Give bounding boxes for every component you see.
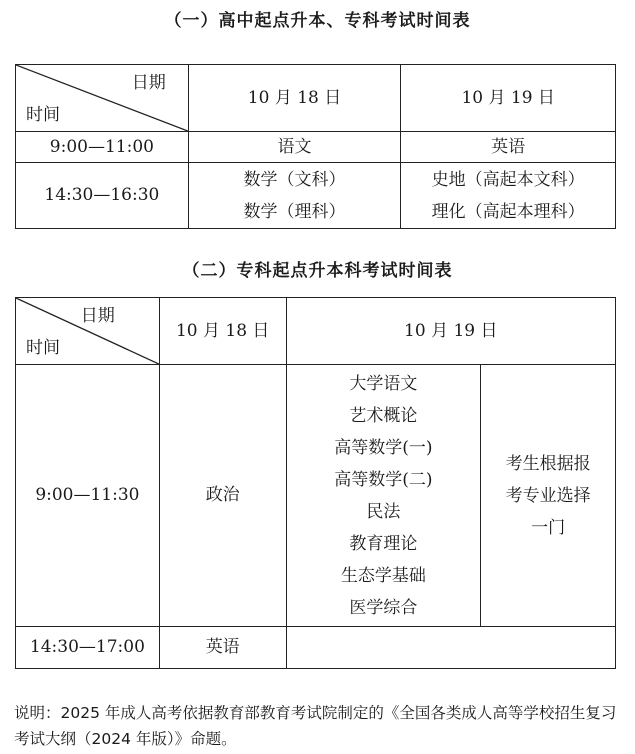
note-line-2: 考专业选择: [505, 485, 591, 506]
table1-row2-day1: [188, 163, 401, 229]
table1-title: （一）高中起点升本、专科考试时间表: [164, 11, 471, 31]
table1-row1-time: 9:00—11:00: [16, 132, 189, 163]
subject-physics-chem: 理化（高起本理科）: [431, 201, 585, 222]
table2-row2-day2-empty: [286, 627, 615, 669]
table1-row2-day2: [401, 163, 616, 229]
table2-title: （二）专科起点升本科考试时间表: [182, 261, 453, 281]
subject-math-arts: 数学（文科）: [243, 169, 346, 190]
subject-ecology: 生态学基础: [340, 565, 426, 586]
table1-row1-day2: 英语: [401, 132, 616, 163]
table2: [15, 297, 616, 669]
table1-day1-header: 10 月 18 日: [188, 65, 401, 132]
subject-college-chinese: 大学语文: [349, 373, 418, 394]
table2-day1-header: 10 月 18 日: [159, 298, 286, 365]
table2-row1-day1: 政治: [159, 365, 286, 627]
subject-math-science: 数学（理科）: [243, 201, 346, 222]
table2-row1-time: 9:00—11:30: [16, 365, 160, 627]
table2-row1-day2-subjects: [286, 365, 481, 627]
table1-date-label: 日期: [131, 73, 166, 93]
table2-corner-cell: [16, 298, 160, 365]
table1-row1-day1: 语文: [188, 132, 401, 163]
subject-history-geo: 史地（高起本文科）: [431, 169, 585, 190]
subject-art-intro: 艺术概论: [349, 405, 418, 426]
table1-time-label: 时间: [26, 104, 60, 125]
table2-row1-day2-note: [481, 365, 616, 627]
table2-time-label: 时间: [26, 337, 60, 358]
table1-corner-cell: [16, 65, 189, 132]
subject-education-theory: 教育理论: [349, 533, 418, 554]
table1-day2-header: 10 月 19 日: [401, 65, 616, 132]
note-line-3: 一门: [531, 517, 566, 538]
note-line-1: 考生根据报: [505, 453, 591, 474]
table2-date-label: 日期: [80, 306, 115, 326]
table2-row2-day1: 英语: [159, 627, 286, 669]
table1-row2-time: 14:30—16:30: [16, 163, 189, 229]
subject-advanced-math-2: 高等数学(二): [334, 469, 433, 490]
subject-medicine: 医学综合: [349, 597, 418, 618]
table2-row2-time: 14:30—17:00: [16, 627, 160, 669]
footnote: 说明：2025 年成人高考依据教育部教育考试院制定的《全国各类成人高等学校招生复习考试大纲（2024 年版）》命题。: [14, 704, 617, 748]
table1: [15, 64, 616, 229]
table2-day2-header: 10 月 19 日: [286, 298, 615, 365]
subject-advanced-math-1: 高等数学(一): [334, 437, 433, 458]
subject-civil-law: 民法: [366, 501, 401, 522]
